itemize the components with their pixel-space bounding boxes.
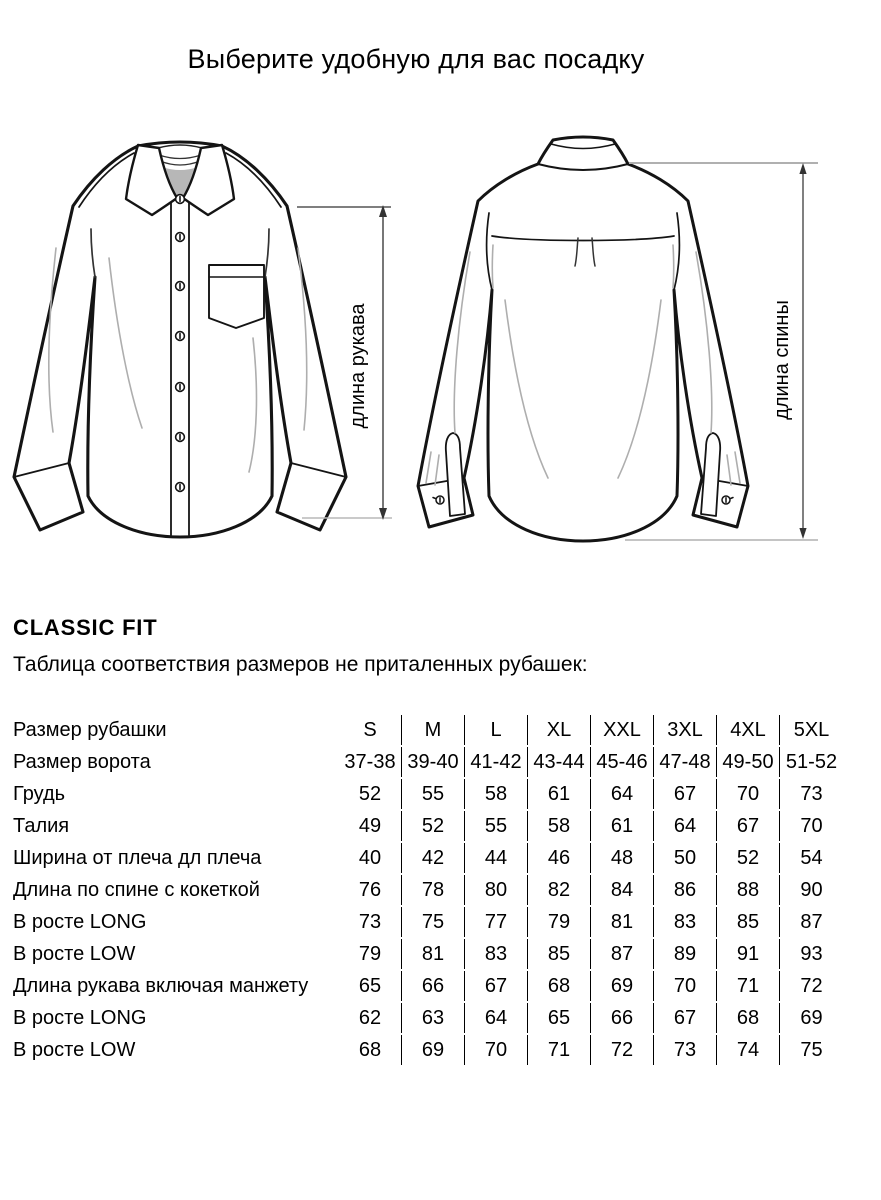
- row-label: Талия: [13, 814, 70, 837]
- size-value-cell: 55: [465, 811, 528, 841]
- size-value-cell: 70: [717, 779, 780, 809]
- size-value-cell: 85: [528, 939, 591, 969]
- size-table-body: [13, 715, 843, 1065]
- size-value-cell: 58: [465, 779, 528, 809]
- size-value-cell: 65: [339, 971, 402, 1001]
- row-label: Ширина от плеча дл плеча: [13, 846, 262, 869]
- table-row: [13, 715, 843, 745]
- size-value-cell: 68: [717, 1003, 780, 1033]
- size-value-cell: XXL: [591, 715, 654, 745]
- sleeve-length-label: длина рукава: [347, 303, 369, 429]
- size-value-cell: 37-38: [339, 747, 402, 777]
- size-value-cell: 49: [339, 811, 402, 841]
- shirt-diagrams: [0, 115, 881, 575]
- size-value-cell: 52: [339, 779, 402, 809]
- table-row: [13, 1003, 843, 1033]
- size-value-cell: 81: [591, 907, 654, 937]
- front-shirt-drawing: [14, 142, 346, 537]
- size-value-cell: 55: [402, 779, 465, 809]
- size-value-cell: 51-52: [785, 750, 838, 773]
- size-value-cell: 44: [465, 843, 528, 873]
- fit-heading: CLASSIC FIT: [13, 615, 158, 640]
- table-row: [13, 779, 843, 809]
- size-value-cell: 62: [339, 1003, 402, 1033]
- size-value-cell: 77: [465, 907, 528, 937]
- size-value-cell: 93: [800, 942, 823, 965]
- size-value-cell: 67: [654, 1003, 717, 1033]
- size-value-cell: 83: [465, 939, 528, 969]
- size-value-cell: 3XL: [654, 715, 717, 745]
- size-value-cell: 67: [717, 811, 780, 841]
- size-value-cell: 75: [402, 907, 465, 937]
- table-caption: Таблица соответствия размеров не приталенных рубашек:: [13, 653, 588, 676]
- size-value-cell: 52: [717, 843, 780, 873]
- size-value-cell: 88: [717, 875, 780, 905]
- table-row: [13, 843, 843, 873]
- size-value-cell: 71: [528, 1035, 591, 1065]
- size-value-cell: 82: [528, 875, 591, 905]
- row-label: Размер ворота: [13, 750, 151, 773]
- size-value-cell: M: [402, 715, 465, 745]
- size-value-cell: 75: [800, 1038, 823, 1061]
- row-label: Грудь: [13, 782, 66, 805]
- size-value-cell: 80: [465, 875, 528, 905]
- row-label: Размер рубашки: [13, 718, 167, 741]
- arrow-down-icon: [799, 528, 806, 539]
- size-value-cell: 63: [402, 1003, 465, 1033]
- size-value-cell: 66: [402, 971, 465, 1001]
- table-row: [13, 811, 843, 841]
- size-value-cell: L: [465, 715, 528, 745]
- page-title: Выберите удобную для вас посадку: [187, 44, 645, 74]
- size-value-cell: 67: [465, 971, 528, 1001]
- size-value-cell: 72: [800, 974, 823, 997]
- size-value-cell: 45-46: [591, 747, 654, 777]
- size-value-cell: 86: [654, 875, 717, 905]
- row-label: В росте LOW: [13, 942, 136, 965]
- size-value-cell: 64: [591, 779, 654, 809]
- size-value-cell: 64: [654, 811, 717, 841]
- row-label: Длина по спине с кокеткой: [13, 878, 260, 901]
- size-value-cell: 68: [339, 1035, 402, 1065]
- size-value-cell: 81: [402, 939, 465, 969]
- size-value-cell: 89: [654, 939, 717, 969]
- size-value-cell: 47-48: [654, 747, 717, 777]
- size-value-cell: 87: [800, 910, 823, 933]
- back-shirt-drawing: [418, 137, 748, 541]
- size-value-cell: 90: [800, 878, 823, 901]
- size-value-cell: 71: [717, 971, 780, 1001]
- size-value-cell: 72: [591, 1035, 654, 1065]
- size-value-cell: 70: [800, 814, 823, 837]
- size-value-cell: 43-44: [528, 747, 591, 777]
- size-value-cell: 74: [717, 1035, 780, 1065]
- size-value-cell: 73: [339, 907, 402, 937]
- size-value-cell: 85: [717, 907, 780, 937]
- size-value-cell: 70: [465, 1035, 528, 1065]
- size-value-cell: 79: [339, 939, 402, 969]
- row-label: Длина рукава включая манжету: [13, 974, 309, 997]
- size-value-cell: 87: [591, 939, 654, 969]
- size-value-cell: 64: [465, 1003, 528, 1033]
- size-value-cell: 49-50: [717, 747, 780, 777]
- size-value-cell: 40: [339, 843, 402, 873]
- size-value-cell: 65: [528, 1003, 591, 1033]
- size-value-cell: 52: [402, 811, 465, 841]
- size-value-cell: 73: [800, 782, 823, 805]
- table-row: [13, 939, 843, 969]
- size-value-cell: 61: [591, 811, 654, 841]
- table-row: [13, 875, 843, 905]
- table-row: [13, 971, 843, 1001]
- arrow-up-icon: [799, 163, 806, 174]
- size-value-cell: 61: [528, 779, 591, 809]
- size-value-cell: 84: [591, 875, 654, 905]
- size-value-cell: 78: [402, 875, 465, 905]
- size-value-cell: 4XL: [717, 715, 780, 745]
- size-value-cell: 73: [654, 1035, 717, 1065]
- size-value-cell: 48: [591, 843, 654, 873]
- table-row: [13, 1035, 843, 1065]
- size-value-cell: 67: [654, 779, 717, 809]
- size-value-cell: S: [339, 715, 402, 745]
- size-value-cell: 54: [800, 846, 823, 869]
- table-row: [13, 747, 843, 777]
- size-value-cell: 46: [528, 843, 591, 873]
- row-label: В росте LOW: [13, 1038, 136, 1061]
- size-value-cell: 66: [591, 1003, 654, 1033]
- size-value-cell: XL: [528, 715, 591, 745]
- size-value-cell: 39-40: [402, 747, 465, 777]
- size-value-cell: 41-42: [465, 747, 528, 777]
- table-row: [13, 907, 843, 937]
- row-label: В росте LONG: [13, 910, 147, 933]
- back-length-label: длина спины: [771, 300, 793, 420]
- size-value-cell: 83: [654, 907, 717, 937]
- row-label: В росте LONG: [13, 1006, 147, 1029]
- size-value-cell: 69: [591, 971, 654, 1001]
- size-value-cell: 68: [528, 971, 591, 1001]
- size-table: [13, 713, 843, 1067]
- size-value-cell: 58: [528, 811, 591, 841]
- size-value-cell: 50: [654, 843, 717, 873]
- size-value-cell: 69: [402, 1035, 465, 1065]
- size-value-cell: 91: [717, 939, 780, 969]
- size-value-cell: 5XL: [793, 718, 830, 741]
- size-value-cell: 69: [800, 1006, 823, 1029]
- size-value-cell: 70: [654, 971, 717, 1001]
- size-value-cell: 76: [339, 875, 402, 905]
- size-value-cell: 79: [528, 907, 591, 937]
- size-value-cell: 42: [402, 843, 465, 873]
